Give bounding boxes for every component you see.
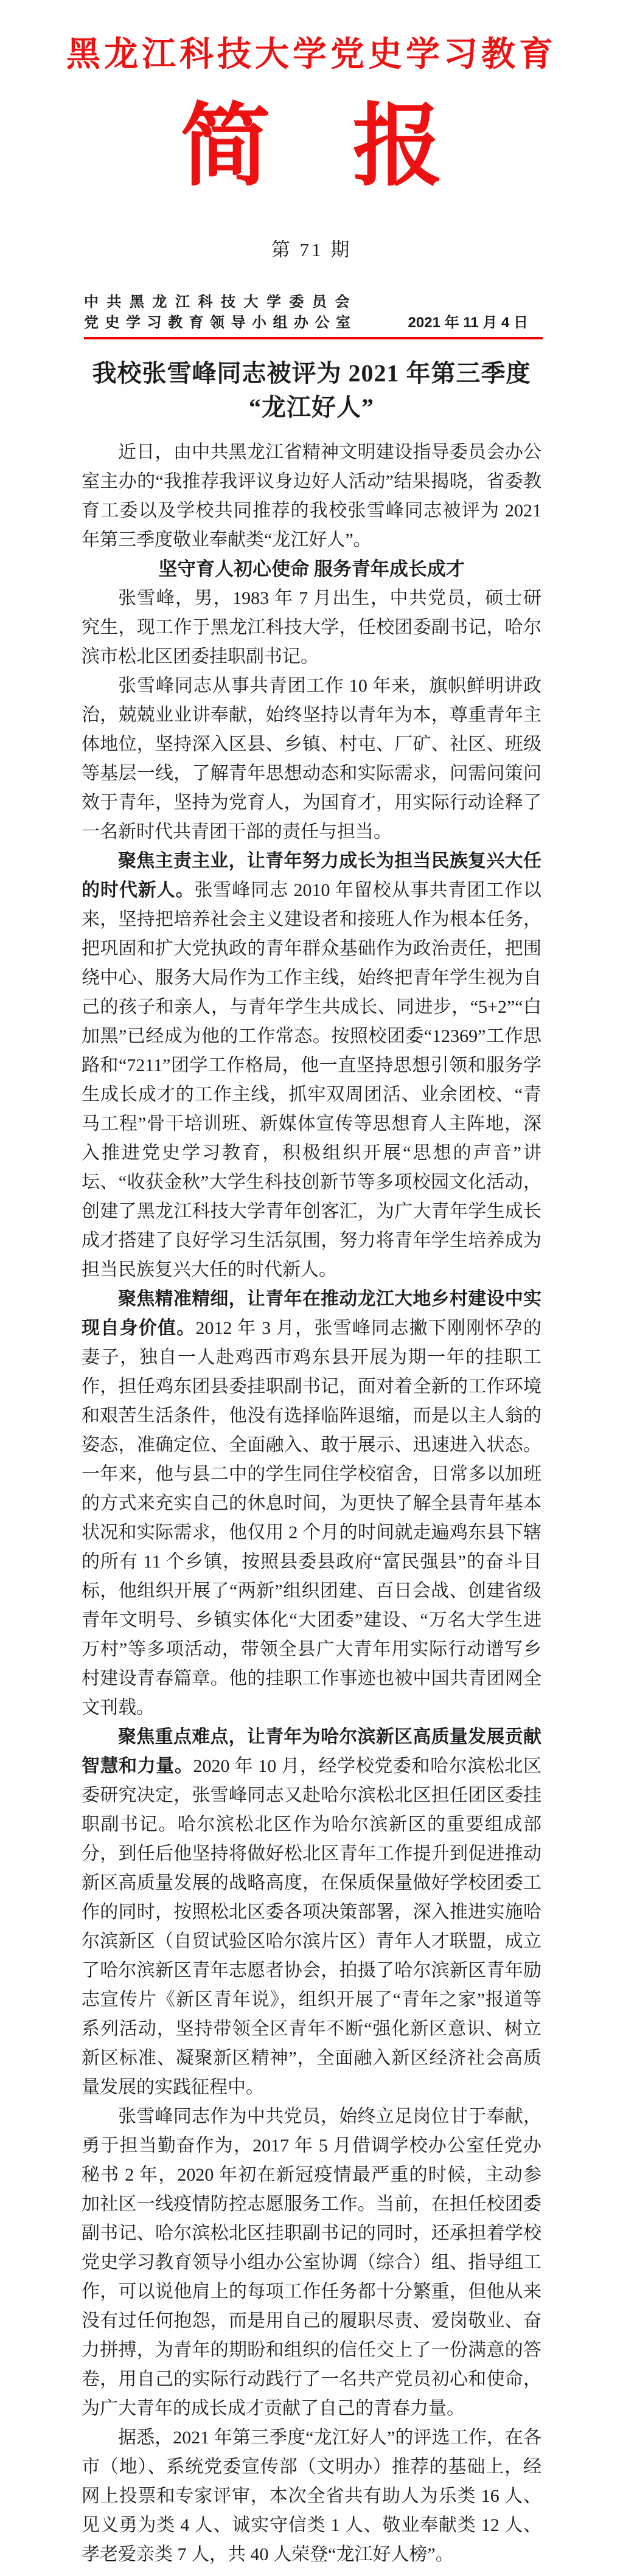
issue-number: 第 71 期 (271, 239, 352, 260)
paragraph-lead-in: 聚焦主责主业，让青年努力成长为担当民族复兴大任的时代新人。 (82, 851, 541, 900)
intro-paragraph: 近日，由中共黑龙江省精神文明建设指导委员会办公室主办的“我推荐我评议身边好人活动”结果揭晓，省委教育工委以及学校共同推荐的我校张雪峰同志被评为 2021 年第三季度敬业奉献类“龙江好人”。 (82, 442, 541, 550)
issuer-name-block (84, 292, 370, 333)
article-title (0, 356, 623, 425)
closing-paragraph: 据悉，2021 年第三季度“龙江好人”的评选工作，在各市（地）、系统党委宣传部（文明办）推荐的基础上，经网上投票和专家评审，本次全省共有助人为乐类 16 人、见义勇为类 4 人、诚实守信类 1 人、敬业奉献类 12 人、孝老爱亲类 7 人，共 40 人荣登“龙江好人榜”。 (82, 2428, 541, 2564)
bulletin-title (0, 96, 623, 196)
publish-date: 2021 年 11 月 4 日 (408, 314, 528, 331)
focus-main-duty-paragraph (82, 847, 541, 1285)
paragraph-body-text: 2012 年 3 月，张雪峰同志撇下刚刚怀孕的妻子，独自一人赴鸡西市鸡东县开展为期一年的挂职工作，担任鸡东团县委挂职副书记，面对着全新的工作环境和艰苦生活条件，他没有选择临阵退缩，而是以主人翁的姿态，准确定位、全面融入、敢于展示、迅速进入状态。一年来，他与县二中的学生同住学校宿舍，日常多以加班的方式来充实自己的休息时间，为更快了解全县青年基本状况和实际需求，他仅用 2 个月的时间就走遍鸡东县下辖的所有 11 个乡镇，按照县委县政府“富民强县”的奋斗目标，他组织开展了“两新”组织团建、百日会战、创建省级青年文明号、乡镇实体化“大团委”建设、“万名大学生进万村”等多项活动，带领全县广大青年用实际行动谱写乡村建设青春篇章。他的挂职工作事迹也被中国共青团网全文刊载。 (82, 1318, 542, 1718)
focus-rural-paragraph (82, 1285, 541, 1723)
paragraph-lead-in: 聚焦精准精细，让青年在推动龙江大地乡村建设中实现自身价值。 (82, 1289, 541, 1338)
section-subheading: 坚守育人初心使命 服务青年成长成才 (158, 558, 465, 580)
article-title-line-2: “龙江好人” (249, 394, 374, 421)
league-work-paragraph: 张雪峰同志从事共青团工作 10 年来，旗帜鲜明讲政治，兢兢业业讲奉献，始终坚持以青年为本，尊重青年主体地位，坚持深入区县、乡镇、村屯、厂矿、社区、班级等基层一线，了解青年思想动态和实际需求，问需问策问效于青年，坚持为党育人，为国育才，用实际行动诠释了一名新时代共青团干部的责任与担当。 (82, 676, 541, 842)
issuer-name-line-1: 中共黑龙江科技大学委员会 (84, 294, 358, 310)
profile-paragraph: 张雪峰，男，1983 年 7 月出生，中共党员，硕士研究生，现工作于黑龙江科技大学，任校团委副书记，哈尔滨市松北区团委挂职副书记。 (82, 588, 541, 667)
divider-rule (84, 337, 543, 339)
article-body (82, 438, 541, 2569)
party-member-paragraph: 张雪峰同志作为中共党员，始终立足岗位甘于奉献，勇于担当勤奋作为，2017 年 5 月借调学校办公室任党办秘书 2 年，2020 年初在新冠疫情最严重的时候，主动参加社区一线疫情防控志愿服务工作。当前，在担任校团委副书记、哈尔滨松北区挂职副书记的同时，还承担着学校党史学习教育领导小组办公室协调（综合）组、指导组工作，可以说他肩上的每项工作任务都十分繁重，但他从来没有过任何抱怨，而是用自己的履职尽责、爱岗敬业、奋力拼搏，为青年的期盼和组织的信任交上了一份满意的答卷，用自己的实际行动践行了一名共产党员初心和使命，为广大青年的成长成才贡献了自己的青春力量。 (82, 2106, 541, 2418)
bulletin-title-char-1: 简 (180, 96, 271, 196)
paragraph-body-text: 张雪峰同志 2010 年留校从事共青团工作以来，坚持把培养社会主义建设者和接班人作为根本任务，把巩固和扩大党执政的青年群众基础作为政治责任，把围绕中心、服务大局作为工作主线，始终把青年学生视为自己的孩子和亲人，与青年学生共成长、同进步，“5+2”“白加黑”已经成为他的工作常态。按照校团委“12369”工作思路和“7211”团学工作格局，他一直坚持思想引领和服务学生成长成才的工作主线，抓牢双周团活、业余团校、“青马工程”骨干培训班、新媒体宣传等思想育人主阵地，深入推进党史学习教育，积极组织开展“思想的声音”讲坛、“收获金秋”大学生科技创新节等多项校园文化活动，创建了黑龙江科技大学青年创客汇，为广大青年学生成长成才搭建了良好学习生活氛围，努力将青年学生培养成为担当民族复兴大任的时代新人。 (82, 880, 542, 1280)
paragraph-lead-in: 聚焦重点难点，让青年为哈尔滨新区高质量发展贡献智慧和力量。 (82, 1727, 541, 1776)
masthead-org-line: 黑龙江科技大学党史学习教育 (66, 36, 557, 74)
issuer-row (84, 292, 539, 333)
paragraph-body-text: 2020 年 10 月，经学校党委和哈尔滨松北区委研究决定，张雪峰同志又赴哈尔滨松北区担任团区委挂职副书记。哈尔滨松北区作为哈尔滨新区的重要组成部分，到任后他坚持将做好松北区青年工作提升到促进推动新区高质量发展的战略高度，在保质保量做好学校团委工作的同时，按照松北区委各项决策部署，深入推进实施哈尔滨新区（自贸试验区哈尔滨片区）青年人才联盟，成立了哈尔滨新区青年志愿者协会，拍摄了哈尔滨新区青年励志宣传片《新区青年说》，组织开展了“青年之家”报道等系列活动，坚持带领全区青年不断“强化新区意识、树立新区标准、凝聚新区精神”，全面融入新区经济社会高质量发展的实践征程中。 (82, 1756, 542, 2097)
bulletin-title-char-2: 报 (352, 96, 443, 196)
article-title-line-1: 我校张雪峰同志被评为 2021 年第三季度 (92, 359, 531, 387)
focus-new-district-paragraph (82, 1723, 541, 2102)
issuer-name-line-2: 党史学习教育领导小组办公室 (84, 314, 357, 331)
